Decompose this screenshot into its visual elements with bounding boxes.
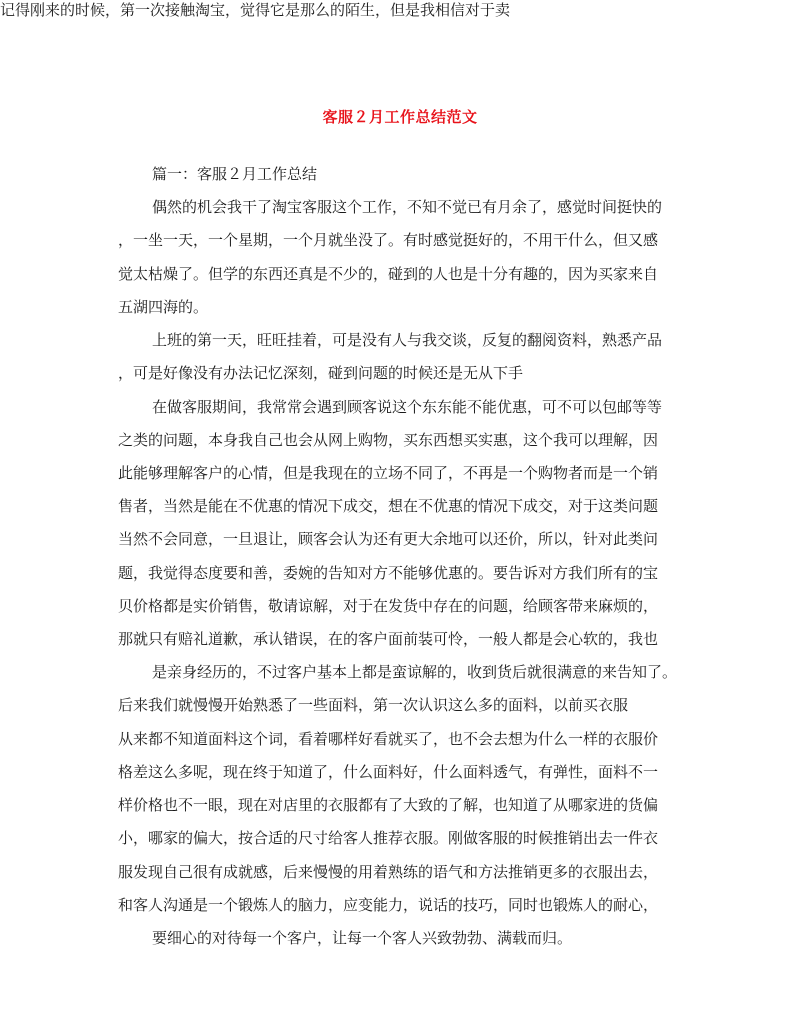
body-line: 记得刚来的时候，第一次接触淘宝，觉得它是那么的陌生，但是我相信对于卖 xyxy=(0,1,511,19)
body-line: 贝价格都是实价销售，敬请谅解，对于在发货中存在的问题，给顾客带来麻烦的， xyxy=(118,597,659,615)
body-line: 小，哪家的偏大，按合适的尺寸给客人推荐衣服。刚做客服的时候推销出去一件衣 xyxy=(118,829,659,847)
body-line: 是亲身经历的，不过客户基本上都是蛮谅解的，收到货后就很满意的来告知了。 xyxy=(152,663,678,681)
page-title: 客服２月工作总结范文 xyxy=(322,108,478,126)
section-heading: 篇一：客服２月工作总结 xyxy=(152,165,318,183)
body-line: 后来我们就慢慢开始熟悉了一些面料，第一次认识这么多的面料，以前买衣服 xyxy=(118,696,629,714)
body-line: 上班的第一天，旺旺挂着，可是没有人与我交谈，反复的翻阅资料，熟悉产品 xyxy=(152,331,663,349)
body-line: 样价格也不一眼，现在对店里的衣服都有了大致的了解，也知道了从哪家进的货偏 xyxy=(118,796,659,814)
body-line: 觉太枯燥了。但学的东西还真是不少的，碰到的人也是十分有趣的，因为买家来自 xyxy=(118,265,659,283)
body-line: 当然不会同意，一旦退让，顾客会认为还有更大余地可以还价，所以，针对此类问 xyxy=(118,530,659,548)
body-line: 和客人沟通是一个锻炼人的脑力，应变能力，说话的技巧，同时也锻炼人的耐心， xyxy=(118,896,659,914)
body-line: 那就只有赔礼道歉，承认错误，在的客户面前装可怜，一般人都是会心软的，我也 xyxy=(118,630,659,648)
body-line: ，可是好像没有办法记忆深刻，碰到问题的时候还是无从下手 xyxy=(118,364,524,382)
body-line: 题，我觉得态度要和善，委婉的告知对方不能够优惠的。要告诉对方我们所有的宝 xyxy=(118,564,659,582)
body-line: 格差这么多呢，现在终于知道了，什么面料好，什么面料透气，有弹性，面料不一 xyxy=(118,763,659,781)
body-line: 五湖四海的。 xyxy=(118,298,209,316)
body-line: 要细心的对待每一个客户，让每一个客人兴致勃勃、满载而归。 xyxy=(152,929,573,947)
body-line: 从来都不知道面料这个词，看着哪样好看就买了，也不会去想为什么一样的衣服价 xyxy=(118,730,659,748)
body-line: ，一坐一天，一个星期，一个月就坐没了。有时感觉挺好的，不用干什么，但又感 xyxy=(118,231,659,249)
body-line: 售者，当然是能在不优惠的情况下成交，想在不优惠的情况下成交，对于这类问题 xyxy=(118,497,659,515)
body-line: 服发现自己很有成就感，后来慢慢的用着熟练的语气和方法推销更多的衣服出去， xyxy=(118,863,659,881)
body-line: 此能够理解客户的心情，但是我现在的立场不同了，不再是一个购物者而是一个销 xyxy=(118,464,659,482)
body-line: 之类的问题，本身我自己也会从网上购物，买东西想买实惠，这个我可以理解，因 xyxy=(118,431,659,449)
body-line: 在做客服期间，我常常会遇到顾客说这个东东能不能优惠，可不可以包邮等等 xyxy=(152,398,663,416)
body-line: 偶然的机会我干了淘宝客服这个工作，不知不觉已有月余了，感觉时间挺快的 xyxy=(152,198,663,216)
